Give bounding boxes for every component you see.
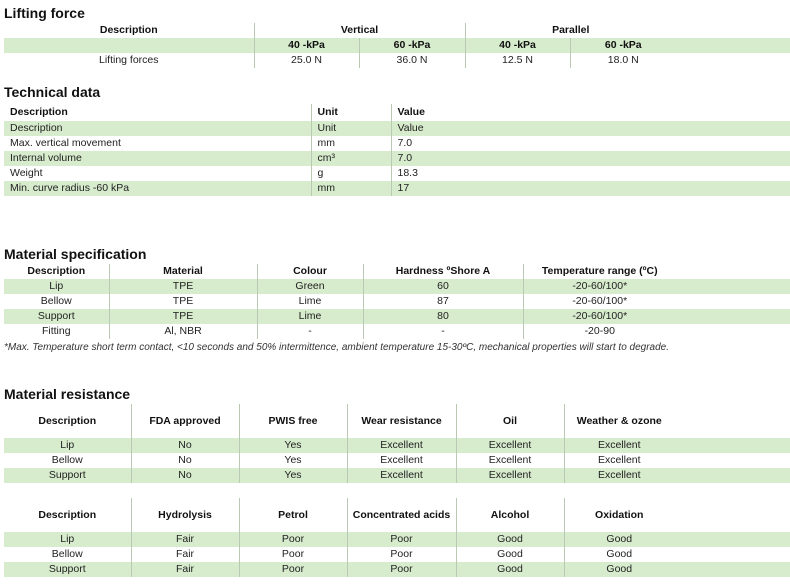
table-cell: Fair	[131, 532, 239, 547]
material-resistance-title: Material resistance	[4, 386, 131, 402]
material-spec-header-temperature: Temperature range (ºC)	[523, 264, 676, 279]
table-cell: 12.5 N	[465, 53, 570, 68]
table-cell: 80	[363, 309, 523, 324]
table-cell: Poor	[239, 547, 347, 562]
table-row	[4, 279, 790, 294]
lifting-sub-vertical-60: 60 -kPa	[359, 38, 465, 53]
table-cell: 60	[363, 279, 523, 294]
resistance-2-header-oxidation: Oxidation	[564, 498, 674, 532]
lifting-force-table	[4, 23, 790, 68]
table-cell: Poor	[239, 562, 347, 577]
material-resistance-table-2	[4, 498, 790, 577]
table-cell: Lip	[60, 533, 75, 545]
resistance-1-header-fda: FDA approved	[131, 404, 239, 438]
table-cell: Excellent	[347, 453, 456, 468]
table-cell: Lime	[257, 309, 363, 324]
table-cell: 36.0 N	[359, 53, 465, 68]
table-cell: Excellent	[456, 453, 564, 468]
table-cell: -	[363, 324, 523, 339]
table-cell: 7.0	[391, 136, 790, 151]
table-cell: Internal volume	[10, 152, 82, 164]
table-cell: Bellow	[51, 454, 83, 466]
table-row	[4, 53, 790, 68]
table-cell: Lip	[60, 439, 75, 451]
table-cell: Poor	[347, 562, 456, 577]
table-row	[4, 562, 790, 577]
table-cell: Yes	[239, 453, 347, 468]
table-cell: Max. vertical movement	[10, 137, 121, 149]
technical-header-unit: Unit	[311, 104, 391, 121]
resistance-2-header-hydrolysis: Hydrolysis	[131, 498, 239, 532]
table-cell: Good	[456, 547, 564, 562]
table-cell: 17	[391, 181, 790, 196]
table-row	[4, 438, 790, 453]
table-row	[4, 309, 790, 324]
resistance-1-header-description: Description	[38, 415, 97, 427]
resistance-2-header-acids: Concentrated acids	[347, 498, 456, 532]
table-row	[4, 324, 790, 339]
table-cell: Bellow	[51, 548, 83, 560]
table-cell: Description	[10, 122, 63, 134]
table-cell: -20-60/100*	[523, 279, 676, 294]
table-cell: 18.3	[391, 166, 790, 181]
table-cell: 7.0	[391, 151, 790, 166]
table-cell: Support	[48, 563, 86, 575]
table-cell: Excellent	[347, 468, 456, 483]
table-cell: No	[131, 468, 239, 483]
table-cell: 25.0 N	[254, 53, 359, 68]
table-cell: Green	[257, 279, 363, 294]
resistance-1-header-oil: Oil	[456, 404, 564, 438]
lifting-force-title: Lifting force	[4, 5, 85, 21]
table-cell: -	[257, 324, 363, 339]
table-cell: cm³	[311, 151, 391, 166]
table-cell: No	[131, 453, 239, 468]
table-row	[4, 294, 790, 309]
table-cell: Excellent	[564, 438, 674, 453]
table-cell: -20-90	[523, 324, 676, 339]
table-cell: Good	[564, 532, 674, 547]
table-cell: g	[311, 166, 391, 181]
resistance-2-header-row	[4, 498, 790, 532]
table-cell: mm	[311, 181, 391, 196]
material-spec-header-description: Description	[27, 265, 86, 277]
table-row	[4, 166, 790, 181]
table-cell: Min. curve radius -60 kPa	[10, 182, 130, 194]
table-row	[4, 532, 790, 547]
table-cell: Support	[48, 469, 86, 481]
lifting-subheader-row	[4, 38, 790, 53]
resistance-2-header-description: Description	[38, 509, 97, 521]
table-row	[4, 547, 790, 562]
material-spec-header-hardness: Hardness ºShore A	[363, 264, 523, 279]
lifting-sub-parallel-40: 40 -kPa	[465, 38, 570, 53]
table-row	[4, 453, 790, 468]
technical-data-table	[4, 104, 790, 196]
table-cell: Fitting	[41, 325, 71, 337]
resistance-1-header-row	[4, 404, 790, 438]
table-cell: Poor	[239, 532, 347, 547]
table-cell: Yes	[239, 438, 347, 453]
temperature-footnote: *Max. Temperature short term contact, <10 seconds and 50% intermittence, ambient temperature 15-30ºC, mechanical properties will start to degrade.	[4, 342, 670, 353]
technical-header-row	[4, 104, 790, 121]
table-cell: Excellent	[456, 468, 564, 483]
table-row	[4, 121, 790, 136]
table-cell: Poor	[347, 547, 456, 562]
table-cell: Excellent	[564, 468, 674, 483]
table-cell: Yes	[239, 468, 347, 483]
table-cell: Value	[391, 121, 790, 136]
material-spec-title: Material specification	[4, 246, 147, 262]
material-resistance-table-1	[4, 404, 790, 483]
table-cell: TPE	[109, 294, 257, 309]
table-cell: Weight	[10, 167, 43, 179]
table-cell: Poor	[347, 532, 456, 547]
lifting-sub-vertical-40: 40 -kPa	[254, 38, 359, 53]
table-cell: -20-60/100*	[523, 309, 676, 324]
table-cell: TPE	[109, 309, 257, 324]
material-spec-header-material: Material	[109, 264, 257, 279]
table-row	[4, 468, 790, 483]
material-spec-header-colour: Colour	[257, 264, 363, 279]
table-cell: Lime	[257, 294, 363, 309]
table-row	[4, 181, 790, 196]
table-cell: TPE	[109, 279, 257, 294]
technical-header-value: Value	[391, 104, 790, 121]
table-cell: 18.0 N	[570, 53, 676, 68]
table-cell: Unit	[311, 121, 391, 136]
table-cell: mm	[311, 136, 391, 151]
lifting-header-parallel: Parallel	[465, 23, 676, 38]
table-cell: 87	[363, 294, 523, 309]
lifting-sub-parallel-60: 60 -kPa	[570, 38, 676, 53]
resistance-2-header-alcohol: Alcohol	[456, 498, 564, 532]
table-cell: Lip	[49, 280, 64, 292]
table-cell: Good	[456, 562, 564, 577]
table-cell: Support	[37, 310, 75, 322]
material-spec-header-row	[4, 264, 790, 279]
table-cell: Good	[456, 532, 564, 547]
table-cell: -20-60/100*	[523, 294, 676, 309]
lifting-header-description: Description	[99, 24, 158, 36]
material-spec-table	[4, 264, 790, 339]
resistance-1-header-weather: Weather & ozone	[564, 404, 674, 438]
table-cell: Fair	[131, 562, 239, 577]
table-cell: Excellent	[564, 453, 674, 468]
technical-header-description: Description	[10, 106, 68, 118]
table-cell: Good	[564, 547, 674, 562]
resistance-2-header-petrol: Petrol	[239, 498, 347, 532]
table-cell: Excellent	[456, 438, 564, 453]
table-cell: Good	[564, 562, 674, 577]
lifting-header-vertical: Vertical	[254, 23, 465, 38]
lifting-header-row	[4, 23, 790, 38]
table-row	[4, 136, 790, 151]
table-row	[4, 151, 790, 166]
table-cell: Bellow	[40, 295, 72, 307]
resistance-1-header-wear: Wear resistance	[347, 404, 456, 438]
technical-data-title: Technical data	[4, 84, 101, 100]
table-cell: Fair	[131, 547, 239, 562]
table-cell: No	[131, 438, 239, 453]
resistance-1-header-pwis: PWIS free	[239, 404, 347, 438]
lifting-row-label: Lifting forces	[98, 54, 159, 66]
table-cell: Al, NBR	[109, 324, 257, 339]
table-cell: Excellent	[347, 438, 456, 453]
